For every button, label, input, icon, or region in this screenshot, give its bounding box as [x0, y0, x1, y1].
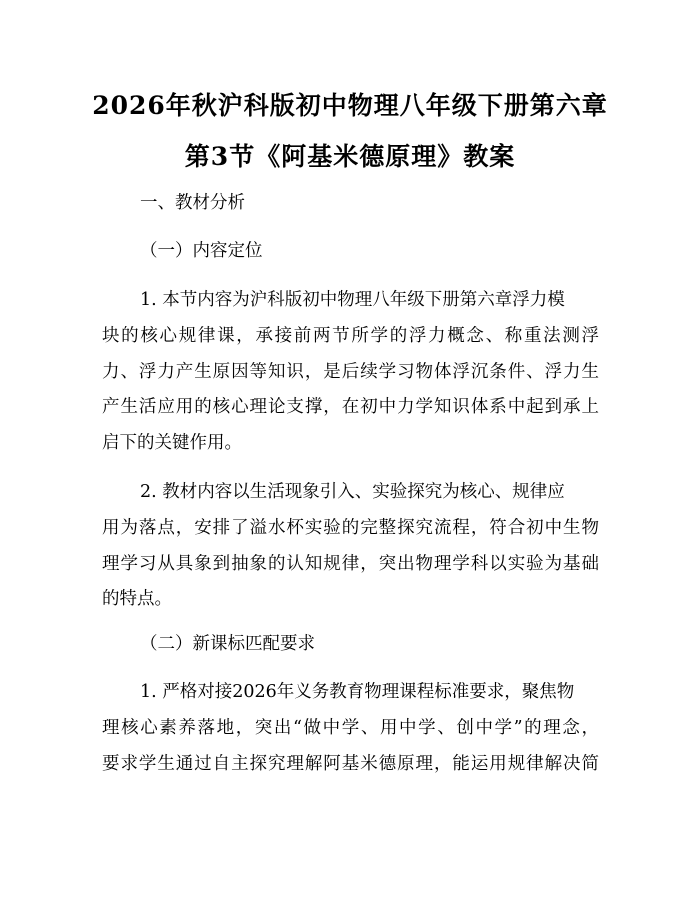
subsection-heading-content-positioning: （一）内容定位 — [140, 241, 263, 261]
subsection-heading-curriculum-requirements: （二）新课标匹配要求 — [140, 634, 315, 654]
paragraph-1-line-1: 1. 本节内容为沪科版初中物理八年级下册第六章浮力模 — [140, 290, 565, 310]
document-title-line-2: 第3节《阿基米德原理》教案 — [184, 142, 516, 171]
paragraph-1-line-3: 力、浮力产生原因等知识，是后续学习物体浮沉条件、浮力生 — [102, 362, 599, 382]
paragraph-1-line-4: 产生活应用的核心理论支撑，在初中力学知识体系中起到承上 — [102, 397, 599, 417]
paragraph-2-line-3: 理学习从具象到抽象的认知规律，突出物理学科以实验为基础 — [102, 554, 599, 574]
paragraph-3-line-1: 1. 严格对接2026年义务教育物理课程标准要求，聚焦物 — [140, 682, 575, 702]
paragraph-3-line-3: 要求学生通过自主探究理解阿基米德原理，能运用规律解决简 — [102, 754, 599, 774]
paragraph-3-line-2: 理核心素养落地，突出“做中学、用中学、创中学”的理念， — [102, 718, 599, 738]
paragraph-2-line-2: 用为落点，安排了溢水杯实验的完整探究流程，符合初中生物 — [102, 518, 599, 538]
paragraph-1-line-2: 块的核心规律课，承接前两节所学的浮力概念、称重法测浮 — [102, 326, 599, 346]
paragraph-1-line-5: 启下的关键作用。 — [102, 433, 242, 453]
paragraph-2-line-4: 的特点。 — [102, 589, 172, 609]
document-title-line-1: 2026年秋沪科版初中物理八年级下册第六章 — [92, 91, 608, 120]
paragraph-2-line-1: 2. 教材内容以生活现象引入、实验探究为核心、规律应 — [140, 482, 565, 502]
section-heading-textbook-analysis: 一、教材分析 — [140, 193, 245, 213]
